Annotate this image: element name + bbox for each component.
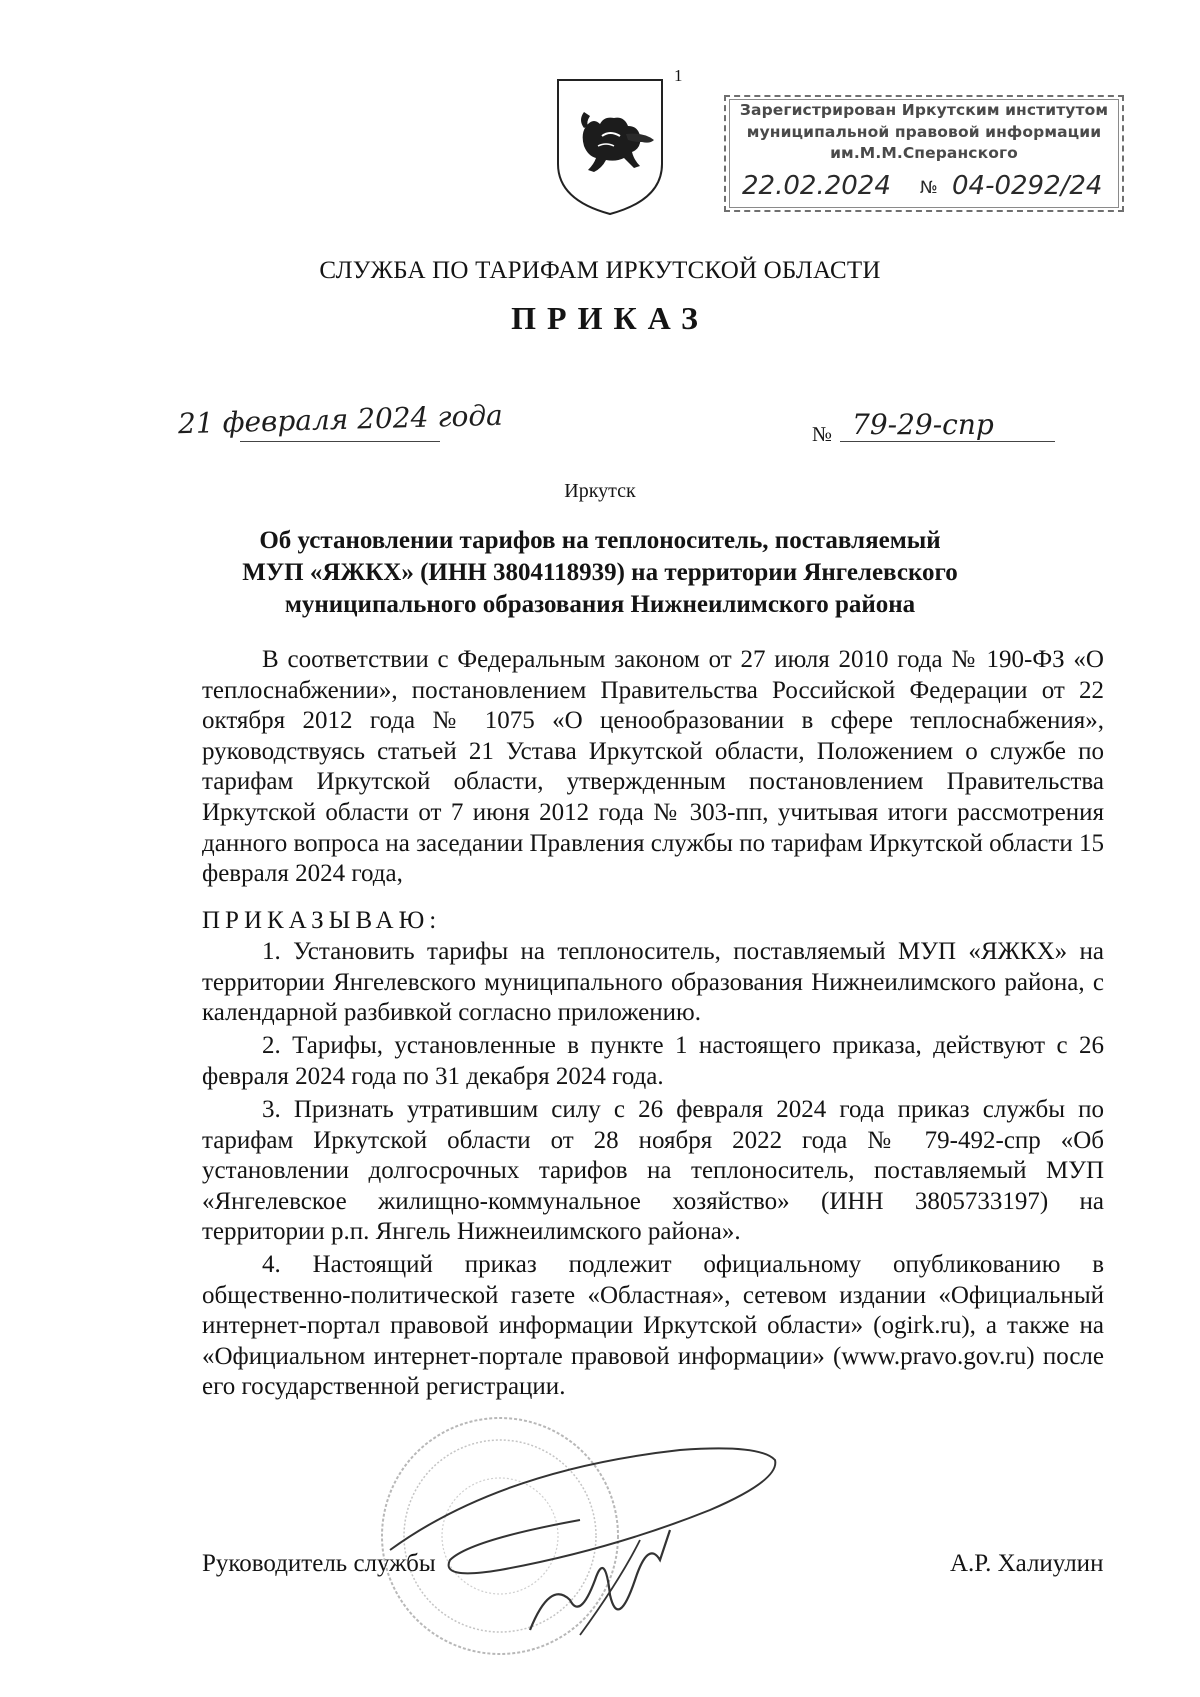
stamp-number-label: № [920, 178, 938, 198]
item-3-text: 3. Признать утратившим силу с 26 февраля 2024 года приказ службы по тарифам Иркутской области от 28 ноября 2022 года № 79-492-спр «Об установлении долгосрочных тарифов на теплоноситель, поставляемый МУП «Янгелевское жилищно-коммунальное хозяйство» (ИНН 3805733197) на территории р.п. Янгель Нижнеилимского района». [202, 1096, 1104, 1246]
order-subject: Об установлении тарифов на теплоноситель, поставляемый МУП «ЯЖКХ» (ИНН 3804118939) на территории Янгелевского муниципального образования Нижнеилимского района [242, 527, 958, 618]
item-2-text: 2. Тарифы, установленные в пункте 1 настоящего приказа, действуют с 26 февраля 2024 года по 31 декабря 2024 года. [202, 1032, 1104, 1090]
coat-of-arms-emblem [554, 76, 666, 218]
list-item [202, 937, 1104, 1029]
agency-name: СЛУЖБА ПО ТАРИФАМ ИРКУТСКОЙ ОБЛАСТИ [319, 257, 881, 284]
stamp-registration-date: 22.02.2024 [742, 171, 891, 201]
signatory-name: А.Р. Халиулин [950, 1550, 1104, 1577]
list-item [202, 1250, 1104, 1403]
footnote-mark: 1 [674, 66, 683, 85]
registration-stamp [724, 95, 1124, 212]
stamp-line-2: муниципальной правовой информации [746, 123, 1102, 141]
order-word: ПРИКАЗЫВАЮ: [202, 907, 442, 934]
stamp-line-1: Зарегистрирован Иркутским институтом [739, 101, 1109, 119]
list-item [202, 1031, 1104, 1092]
document-title: ПРИКАЗ [511, 300, 709, 336]
preamble-text: В соответствии с Федеральным законом от 27 июля 2010 года № 190-ФЗ «О теплоснабжении», постановлением Правительства Российской Федерации от 22 октября 2012 года № 1075 «О ценообразовании в сфере теплоснабжения», руководствуясь статьей 21 Устава Иркутской области, Положением о службе по тарифам Иркутской области, утвержденным постановлением Правительства Иркутской области от 7 июня 2012 года № 303-пп, учитывая итоги рассмотрения данного вопроса на заседании Правления службы по тарифам Иркутской области 15 февраля 2024 года, [202, 646, 1104, 888]
item-4-text: 4. Настоящий приказ подлежит официальному опубликованию в общественно-политической газете «Областная», сетевом издании «Официальный интернет-портал правовой информации Иркутской области» (ogirk.ru), а также на «Официальном интернет-портале правовой информации» (www.pravo.gov.ru) после его государственной регистрации. [202, 1251, 1104, 1401]
signatory-role: Руководитель службы [202, 1550, 436, 1577]
order-number-label: № [812, 422, 833, 446]
city-name: Иркутск [564, 480, 636, 502]
handwritten-order-number: 79-29-спр [852, 408, 994, 441]
preamble-paragraph [202, 645, 1104, 890]
number-underline [840, 441, 1055, 442]
handwritten-signature [380, 1430, 800, 1660]
item-1-text: 1. Установить тарифы на теплоноситель, поставляемый МУП «ЯЖКХ» на территории Янгелевского муниципального образования Нижнеилимского района, с календарной разбивкой согласно приложению. [202, 938, 1104, 1027]
stamp-registration-number: 04-0292/24 [952, 171, 1103, 201]
date-underline [240, 441, 440, 442]
list-item [202, 1095, 1104, 1248]
handwritten-order-date: 21 февраля 2024 года [177, 398, 504, 441]
stamp-line-3: им.М.М.Сперанского [830, 144, 1018, 162]
